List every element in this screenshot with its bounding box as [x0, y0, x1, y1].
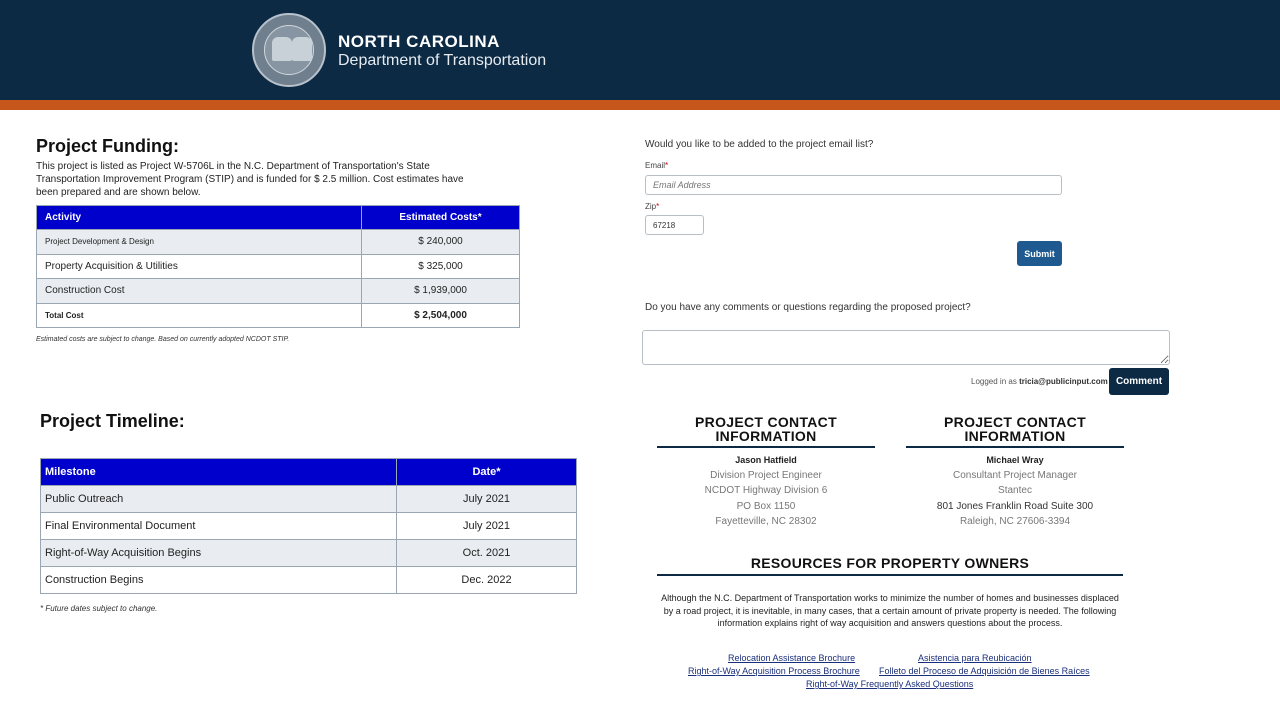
- milestone-cell: Construction Begins: [41, 567, 397, 594]
- cost-cell: $ 1,939,000: [362, 279, 520, 304]
- total-label-cell: Total Cost: [37, 303, 362, 328]
- contact-address-1: 801 Jones Franklin Road Suite 300: [936, 500, 1094, 512]
- timeline-title: Project Timeline:: [40, 411, 185, 431]
- milestone-cell: Public Outreach: [41, 486, 397, 513]
- funding-table: [36, 205, 520, 328]
- contact-card-1: [657, 415, 875, 529]
- contact-name: Jason Hatfield: [735, 455, 797, 465]
- relocation-brochure-link[interactable]: Relocation Assistance Brochure: [728, 653, 856, 663]
- required-mark: *: [665, 161, 669, 170]
- contact-title-line-2: INFORMATION: [715, 428, 817, 444]
- funding-col-cost: Estimated Costs*: [362, 206, 520, 230]
- zip-label: [645, 202, 659, 211]
- comment-button[interactable]: Comment: [1109, 368, 1169, 395]
- resources-title: RESOURCES FOR PROPERTY OWNERS: [657, 555, 1123, 576]
- milestone-cell: Right-of-Way Acquisition Begins: [41, 540, 397, 567]
- resources-description: Although the N.C. Department of Transportation works to minimize the number of homes and businesses displaced by a road project, it is inevitable, in many cases, that a certain amount of private property is needed. The following information explains right of way acquisition and answers questions about the process.: [661, 593, 1119, 629]
- contact-title: [657, 415, 875, 448]
- activity-cell: Project Development & Design: [37, 230, 362, 255]
- row-faq-link[interactable]: Right-of-Way Frequently Asked Questions: [806, 679, 974, 689]
- timeline-table-header: [41, 459, 577, 486]
- timeline-col-date: Date*: [397, 459, 577, 486]
- logged-in-prefix: Logged in as: [971, 377, 1017, 386]
- date-cell: Dec. 2022: [397, 567, 577, 594]
- funding-col-activity: Activity: [37, 206, 362, 230]
- contact-role: Division Project Engineer: [710, 470, 822, 481]
- funding-description: This project is listed as Project W-5706L in the N.C. Department of Transportation's State Transportation Improvement Program (STIP) and is funded for $ 2.5 million. Cost estimates have been prepared and are shown below.: [36, 161, 464, 198]
- zip-label-text: Zip: [645, 202, 657, 211]
- comments-question: Do you have any comments or questions regarding the proposed project?: [645, 302, 971, 313]
- seal-figure-right: [292, 37, 312, 61]
- contact-card-2: [906, 415, 1124, 529]
- contact-address-2: Fayetteville, NC 28302: [715, 515, 817, 527]
- table-row-total: [37, 303, 520, 328]
- logged-in-user: tricia@publicinput.com: [1019, 377, 1108, 386]
- email-label: [645, 161, 668, 170]
- email-field[interactable]: [645, 175, 1062, 195]
- funding-table-header: [37, 206, 520, 230]
- activity-cell: Property Acquisition & Utilities: [37, 254, 362, 279]
- seal-figure-left: [272, 37, 292, 61]
- timeline-col-milestone: Milestone: [41, 459, 397, 486]
- timeline-note: * Future dates subject to change.: [40, 604, 158, 613]
- contact-address-2: Raleigh, NC 27606-3394: [959, 515, 1071, 527]
- activity-cell: Construction Cost: [37, 279, 362, 304]
- total-cost-cell: $ 2,504,000: [362, 303, 520, 328]
- table-row: [41, 513, 577, 540]
- table-row: [37, 279, 520, 304]
- row-process-brochure-spanish-link[interactable]: Folleto del Proceso de Adquisición de Bienes Raíces: [879, 666, 1090, 676]
- table-row: [41, 567, 577, 594]
- funding-title: Project Funding:: [36, 136, 179, 156]
- milestone-cell: Final Environmental Document: [41, 513, 397, 540]
- contact-role: Consultant Project Manager: [953, 470, 1077, 481]
- submit-button[interactable]: Submit: [1017, 241, 1062, 266]
- contact-title: [906, 415, 1124, 448]
- comment-input[interactable]: [642, 330, 1170, 365]
- contact-title-line-1: PROJECT CONTACT: [944, 414, 1086, 430]
- date-cell: Oct. 2021: [397, 540, 577, 567]
- site-header: [0, 0, 1280, 100]
- date-cell: July 2021: [397, 513, 577, 540]
- logged-in-status: [971, 377, 1108, 386]
- contact-org: Stantec: [998, 485, 1032, 497]
- cost-cell: $ 240,000: [362, 230, 520, 255]
- contact-title-line-1: PROJECT CONTACT: [695, 414, 837, 430]
- table-row: [41, 486, 577, 513]
- table-row: [41, 540, 577, 567]
- relocation-brochure-spanish-link[interactable]: Asistencia para Reubicación: [918, 653, 1032, 663]
- email-label-text: Email: [645, 161, 666, 170]
- cost-cell: $ 325,000: [362, 254, 520, 279]
- zip-field[interactable]: [645, 215, 704, 235]
- row-process-brochure-link[interactable]: Right-of-Way Acquisition Process Brochure: [688, 666, 860, 676]
- contact-name: Michael Wray: [986, 455, 1044, 465]
- email-list-question: Would you like to be added to the project email list?: [645, 139, 874, 150]
- contact-org: NCDOT Highway Division 6: [704, 485, 828, 497]
- contact-address-1: PO Box 1150: [736, 500, 796, 512]
- org-department[interactable]: Department of Transportation: [338, 52, 547, 69]
- required-mark: *: [656, 202, 660, 211]
- table-row: [37, 230, 520, 255]
- table-row: [37, 254, 520, 279]
- header-accent-stripe: [0, 100, 1280, 110]
- timeline-table: [40, 458, 577, 594]
- org-name[interactable]: NORTH CAROLINA: [338, 32, 500, 51]
- date-cell: July 2021: [397, 486, 577, 513]
- funding-note: Estimated costs are subject to change. Based on currently adopted NCDOT STIP.: [36, 336, 290, 343]
- nc-state-seal-icon[interactable]: [252, 13, 326, 87]
- contact-title-line-2: INFORMATION: [964, 428, 1066, 444]
